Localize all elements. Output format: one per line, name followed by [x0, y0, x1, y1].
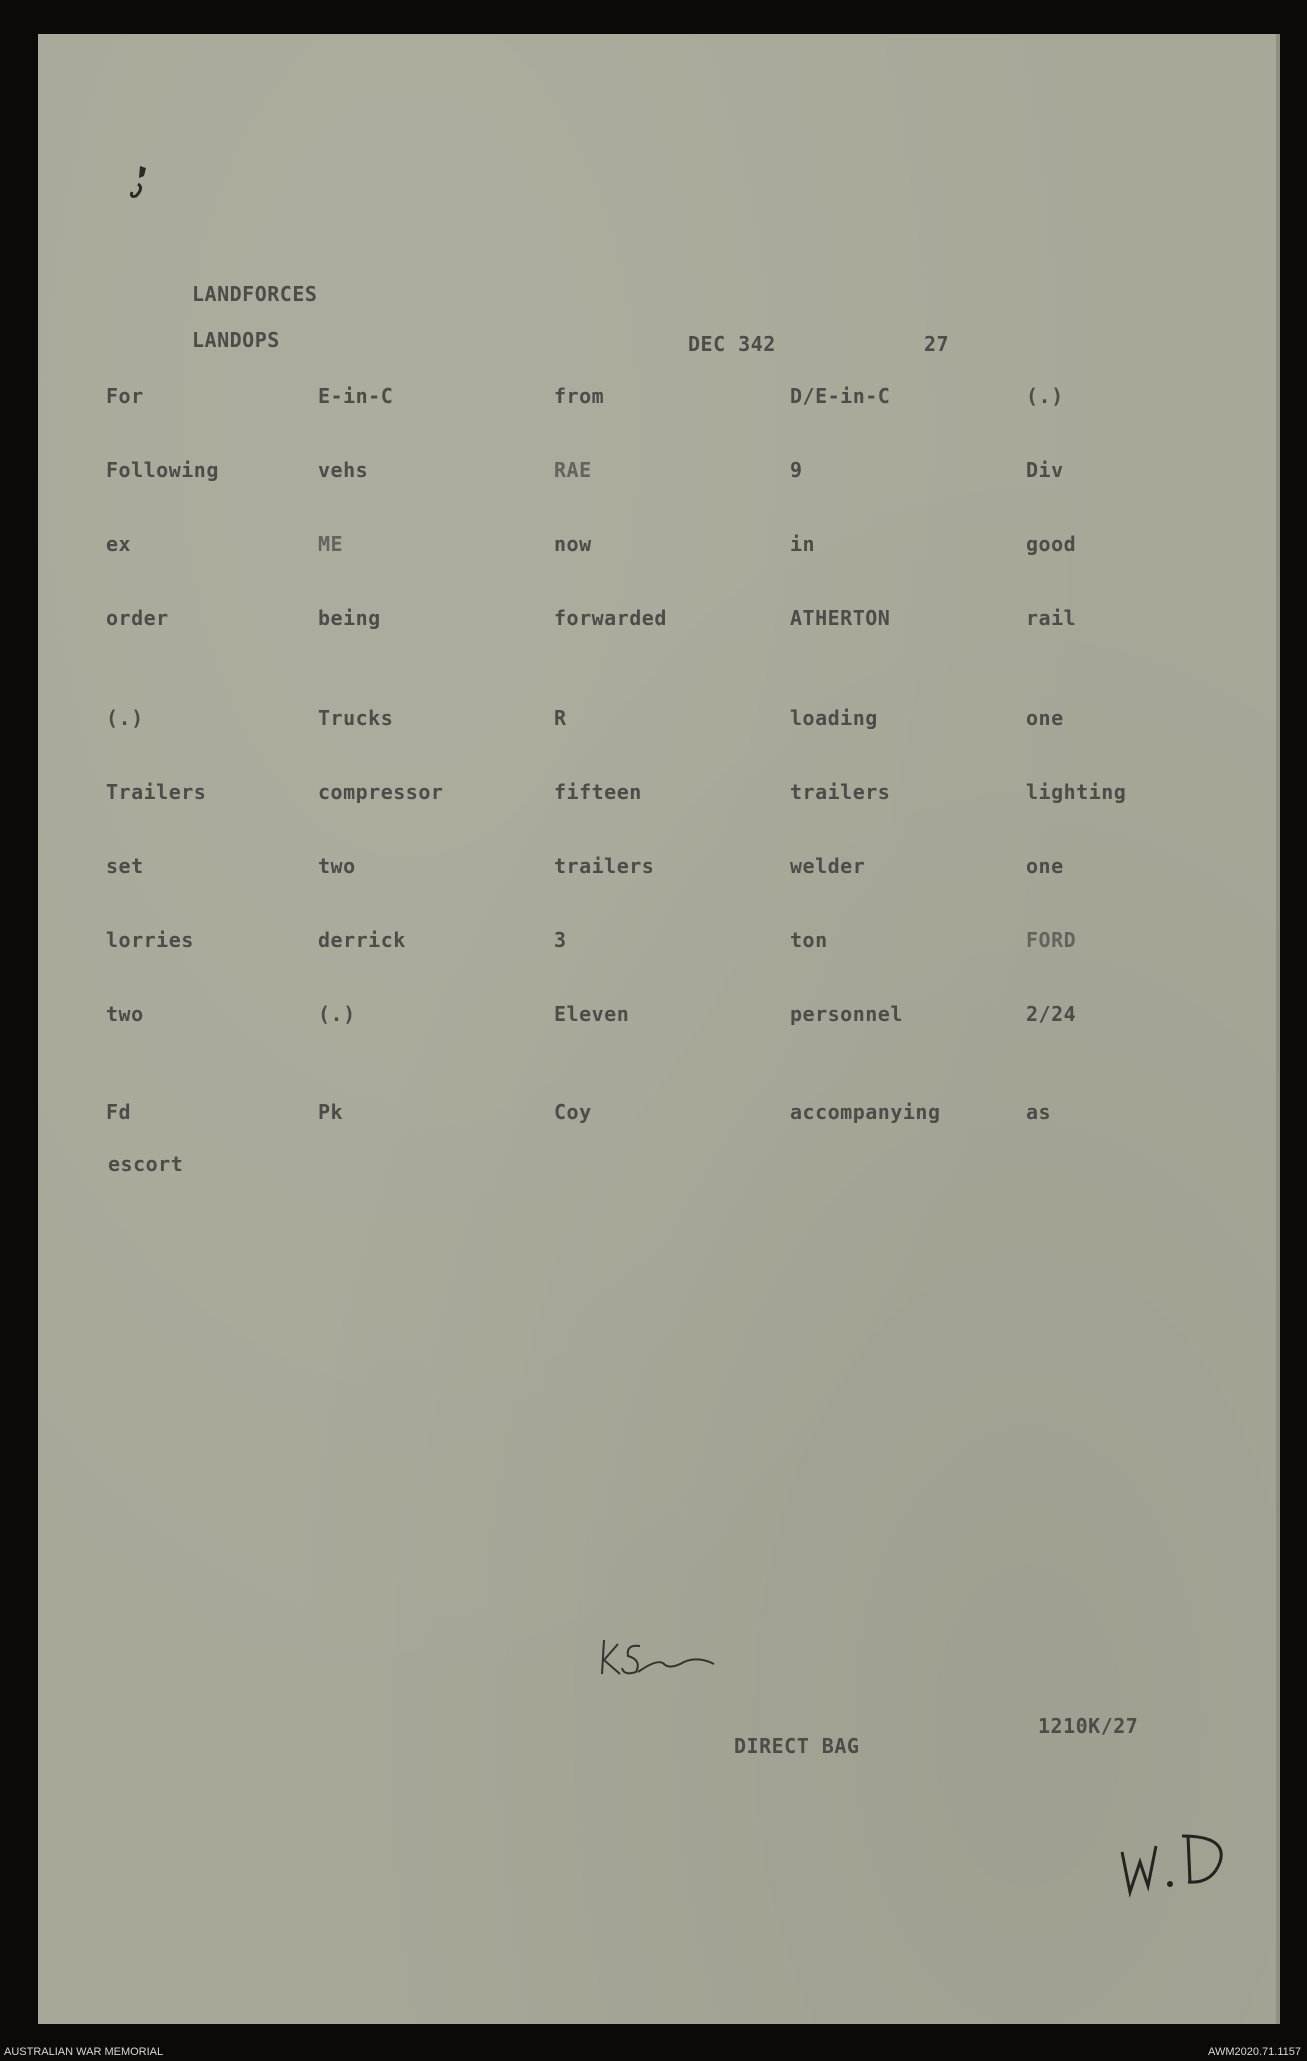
- final-word: escort: [108, 1152, 184, 1176]
- message-word: Fd: [106, 1100, 132, 1124]
- message-word: Trucks: [318, 706, 394, 730]
- message-word: E-in-C: [318, 384, 394, 408]
- institution-label: AUSTRALIAN WAR MEMORIAL: [4, 2046, 164, 2058]
- message-word: R: [554, 706, 567, 730]
- message-word: (.): [1026, 384, 1064, 408]
- message-reference: DEC 342: [688, 332, 776, 356]
- message-word: 3: [554, 928, 567, 952]
- message-word: one: [1026, 854, 1064, 878]
- message-word: ME: [318, 532, 344, 556]
- message-word: from: [554, 384, 605, 408]
- message-word: 9: [790, 458, 803, 482]
- message-word: D/E-in-C: [790, 384, 891, 408]
- message-word: in: [790, 532, 816, 556]
- document-sheet: [38, 34, 1280, 2024]
- message-word: lorries: [106, 928, 194, 952]
- routing-instruction: DIRECT BAG: [734, 1734, 860, 1758]
- message-word: ton: [790, 928, 828, 952]
- message-word: Following: [106, 458, 219, 482]
- message-word: set: [106, 854, 144, 878]
- addressee-landops: LANDOPS: [192, 328, 280, 352]
- ink-blot-mark: [122, 162, 152, 212]
- message-word: (.): [106, 706, 144, 730]
- message-word: 2/24: [1026, 1002, 1077, 1026]
- message-word: loading: [790, 706, 878, 730]
- message-word: For: [106, 384, 144, 408]
- message-word: FORD: [1026, 928, 1077, 952]
- message-date: 27: [924, 332, 950, 356]
- message-word: personnel: [790, 1002, 903, 1026]
- message-word: Div: [1026, 458, 1064, 482]
- message-word: compressor: [318, 780, 444, 804]
- time-group: 1210K/27: [1038, 1714, 1139, 1738]
- message-word: Coy: [554, 1100, 592, 1124]
- handwritten-wd-note: [1116, 1822, 1236, 1902]
- message-word: two: [318, 854, 356, 878]
- addressee-landforces: LANDFORCES: [192, 282, 318, 306]
- accession-number: AWM2020.71.1157: [1208, 2046, 1301, 2058]
- message-word: as: [1026, 1100, 1052, 1124]
- message-word: trailers: [554, 854, 655, 878]
- message-word: now: [554, 532, 592, 556]
- message-word: fifteen: [554, 780, 642, 804]
- message-word: order: [106, 606, 169, 630]
- message-word: rail: [1026, 606, 1077, 630]
- signature-initials: [598, 1634, 738, 1684]
- message-word: (.): [318, 1002, 356, 1026]
- message-word: welder: [790, 854, 866, 878]
- message-word: accompanying: [790, 1100, 941, 1124]
- message-word: vehs: [318, 458, 369, 482]
- message-word: RAE: [554, 458, 592, 482]
- message-word: trailers: [790, 780, 891, 804]
- message-word: two: [106, 1002, 144, 1026]
- message-word: ATHERTON: [790, 606, 891, 630]
- message-word: ex: [106, 532, 132, 556]
- message-word: being: [318, 606, 381, 630]
- message-word: Pk: [318, 1100, 344, 1124]
- message-word: one: [1026, 706, 1064, 730]
- message-word: lighting: [1026, 780, 1127, 804]
- message-word: forwarded: [554, 606, 667, 630]
- message-word: good: [1026, 532, 1077, 556]
- message-word: Trailers: [106, 780, 207, 804]
- message-word: derrick: [318, 928, 406, 952]
- message-word: Eleven: [554, 1002, 630, 1026]
